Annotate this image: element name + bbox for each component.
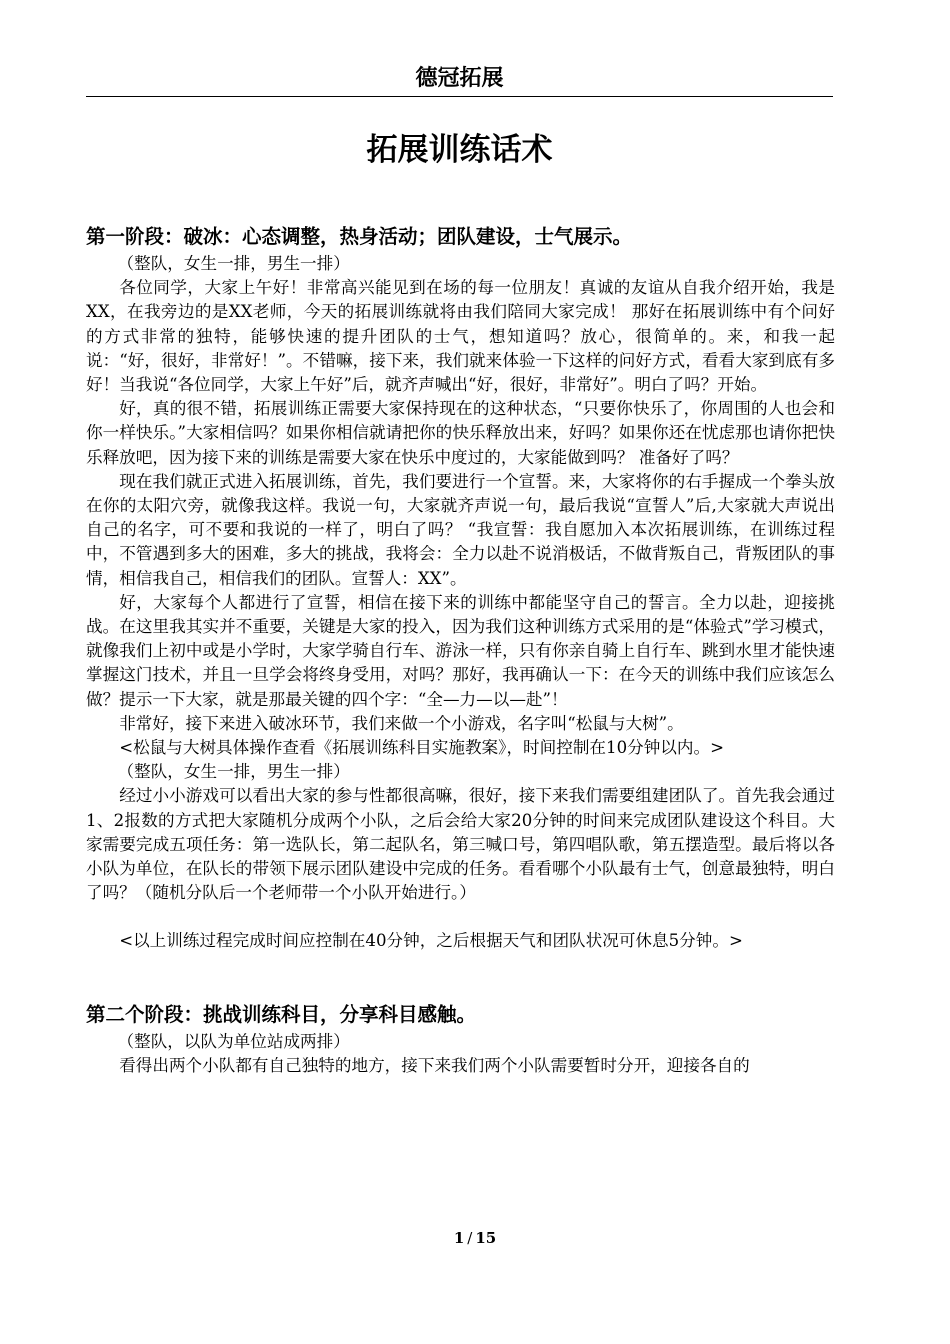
document-title: 拓展训练话术 xyxy=(366,132,553,168)
paragraph: 经过小小游戏可以看出大家的参与性都很高嘛，很好，接下来我们需要组建团队了。首先我会通过1、2报数的方式把大家随机分成两个小队，之后会给大家20分钟的时间来完成团队建设这个科目。大家需要完成五项任务：第一选队长，第二起队名，第三喊口号，第四唱队歌，第五摆造型。最后将以各小队为单位，在队长的带领下展示团队建设中完成的任务。看看哪个小队最有士气，创意最独特，明白了吗？（随机分队后一个老师带一个小队开始进行。） xyxy=(86,786,835,903)
paragraph: 现在我们就正式进入拓展训练，首先，我们要进行一个宣誓。来，大家将你的右手握成一个拳头放在你的太阳穴旁，就像我这样。我说一句，大家就齐声说一句，最后我说“宣誓人”后,大家就大声说出自己的名字，可不要和我说的一样了，明白了吗？ “我宣誓：我自愿加入本次拓展训练，在训练过程中，不管遇到多大的困难，多大的挑战，我将会：全力以赴不说消极话，不做背叛自己，背叛团队的事情，相信我自己，相信我们的团队。宣誓人：XX”。 xyxy=(86,471,835,588)
time-note: <以上训练过程完成时间应控制在40分钟，之后根据天气和团队状况可休息5分钟。> xyxy=(119,931,743,951)
paragraph: 看得出两个小队都有自己独特的地方，接下来我们两个小队需要暂时分开，迎接各自的 xyxy=(119,1055,750,1075)
stage-direction: （整队，以队为单位站成两排） xyxy=(117,1031,350,1051)
current-page: 1 xyxy=(453,1229,465,1247)
page-header: 德冠拓展 xyxy=(86,64,833,97)
section-2-heading: 第二个阶段：挑战训练科目，分享科目感触。 xyxy=(86,1002,477,1026)
activity-note: <松鼠与大树具体操作查看《拓展训练科目实施教案》，时间控制在10分钟以内。> xyxy=(119,738,724,758)
paragraph: 好，真的很不错，拓展训练正需要大家保持现在的这种状态，“只要你快乐了，你周围的人也会和你一样快乐。”大家相信吗？如果你相信就请把你的快乐释放出来，好吗？如果你还在忧虑那也请你把快乐释放吧，因为接下来的训练是需要大家在快乐中度过的，大家能做到吗？ 准备好了吗？ xyxy=(86,399,835,467)
page-number xyxy=(0,1227,950,1249)
paragraph: 非常好，接下来进入破冰环节，我们来做一个小游戏，名字叫“松鼠与大树”。 xyxy=(119,713,684,733)
document-body xyxy=(86,222,835,1078)
stage-direction: （整队，女生一排，男生一排） xyxy=(117,254,350,273)
stage-direction: （整队，女生一排，男生一排） xyxy=(117,762,350,782)
page-separator: / xyxy=(467,1229,473,1247)
paragraph: 好，大家每个人都进行了宣誓，相信在接下来的训练中都能坚守自己的誓言。全力以赴，迎接挑战。在这里我其实并不重要，关键是大家的投入，因为我们这种训练方式采用的是“体验式”学习模式，就像我们上初中或是小学时，大家学骑自行车、游泳一样，只有你亲自骑上自行车、跳到水里才能快速掌握这门技术，并且一旦学会将终身受用，对吗？那好，我再确认一下：在今天的训练中我们应该怎么做？提示一下大家，就是那最关键的四个字：“全—力—以—赴”！ xyxy=(86,592,835,709)
paragraph: 各位同学，大家上午好！非常高兴能见到在场的每一位朋友！真诚的友谊从自我介绍开始，我是XX，在我旁边的是XX老师，今天的拓展训练就将由我们陪同大家完成！ 那好在拓展训练中有个问好的方式非常的独特，能够快速的提升团队的士气，想知道吗？放心，很简单的。来，和我一起说：“好，很好，非常好！”。不错嘛，接下来，我们就来体验一下这样的问好方式，看看大家到底有多好！当我说“各位同学，大家上午好”后，就齐声喊出“好，很好，非常好”。明白了吗？开始。 xyxy=(86,278,835,395)
total-pages: 15 xyxy=(475,1229,497,1247)
section-1-heading: 第一阶段：破冰：心态调整，热身活动；团队建设，士气展示。 xyxy=(86,225,633,248)
